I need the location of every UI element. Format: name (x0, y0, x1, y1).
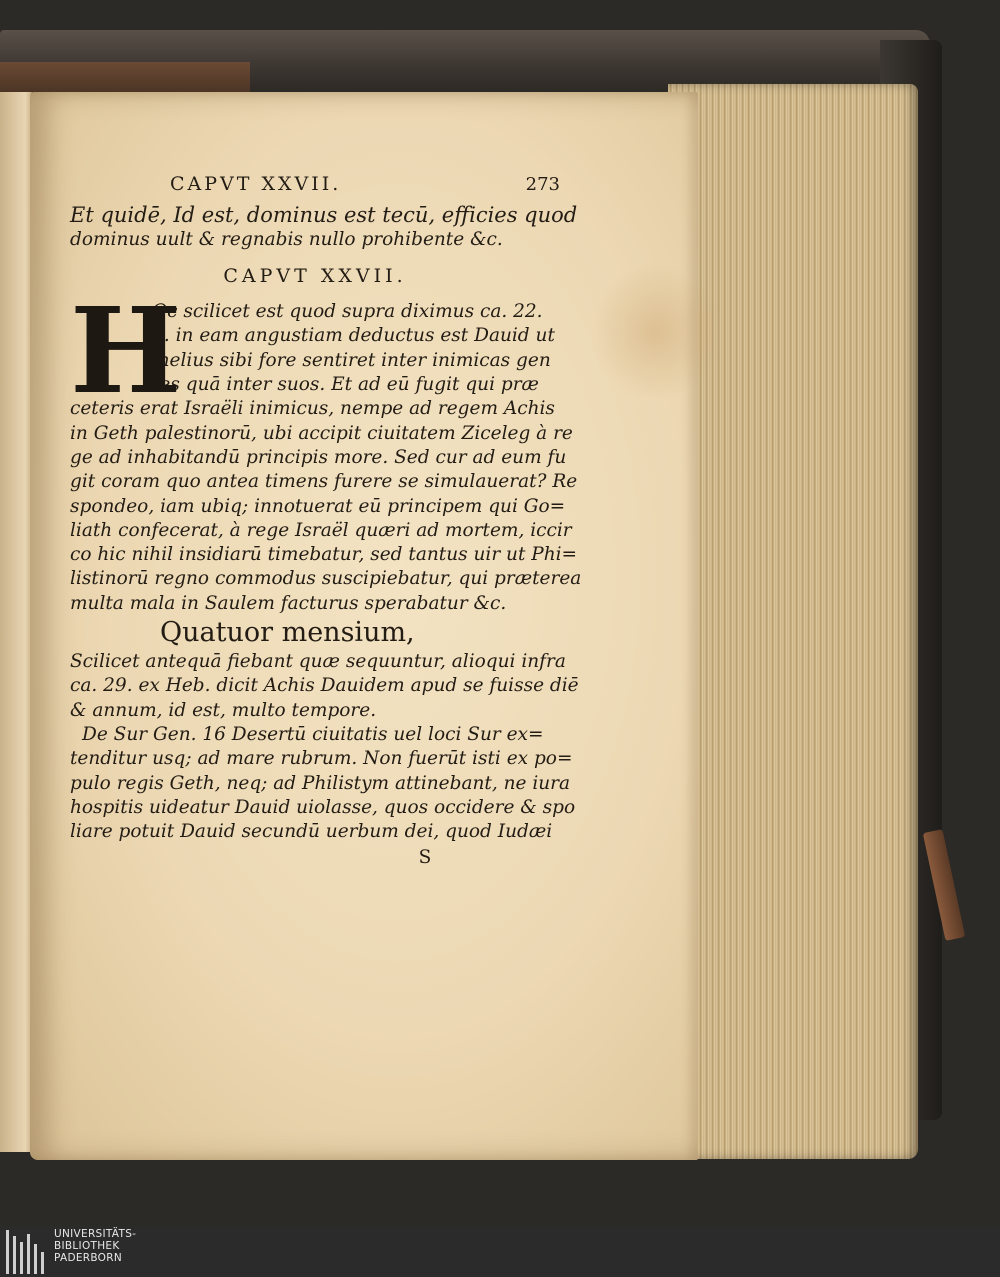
text-line: melius sibi fore sentiret inter inimicas gen (152, 349, 551, 371)
text-line: liare potuit Dauid secundū uerbum dei, quod Iudæi (70, 821, 553, 843)
logo-line: PADERBORN (54, 1251, 122, 1264)
text-line: in Geth palestinorū, ubi accipit ciuitatem Ziceleg à re (70, 422, 573, 444)
text-line: tenditur usq; ad mare rubrum. Non fuerūt isti ex po= (70, 748, 573, 770)
text-line: multa mala in Saulem facturus sperabatur &c. (70, 592, 507, 614)
drop-initial: H (70, 281, 182, 421)
text-line: git coram quo antea timens furere se simulauerat? Re (70, 471, 578, 493)
chapter-heading: CAPVT XXVII. (223, 264, 407, 287)
page-number: 273 (525, 174, 560, 195)
library-logo-text (54, 1229, 136, 1264)
text-line: pulo regis Geth, neq; ad Philistym attinebant, ne iura (70, 772, 571, 794)
page-edges (668, 84, 918, 1159)
text-line: Et quidē, Id est, dominus est tecū, efficies quod (70, 203, 578, 228)
text-line: & annum, id est, multo tempore. (70, 699, 377, 721)
logo-line: UNIVERSITÄTS- (54, 1228, 137, 1240)
water-stain (590, 262, 720, 402)
page-text (70, 172, 582, 871)
text-line: De Sur Gen. 16 Desertū ciuitatis uel loci Sur ex= (82, 723, 544, 745)
text-line: dominus uult & regnabis nullo prohibente &c. (70, 228, 503, 250)
text-line: ge ad inhabitandū principis more. Sed cur ad eum fu (70, 446, 567, 468)
text-line: co hic nihil insidiarū timebatur, sed tantus uir ut Phi= (70, 544, 578, 566)
text-line: ceteris erat Israëli inimicus, nempe ad regem Achis (70, 398, 555, 420)
running-head-title: CAPVT XXVII. (170, 173, 342, 195)
text-line: liath confecerat, à rege Israël quæri ad mortem, iccir (70, 519, 572, 541)
signature-mark: S (418, 847, 432, 869)
text-line: hospitis uideatur Dauid uiolasse, quos occidere & spo (70, 796, 576, 818)
text-line: listinorū regno commodus suscipiebatur, qui præterea (70, 568, 582, 590)
library-footer (0, 1226, 1000, 1277)
book-spine-band (0, 62, 250, 94)
text-line: Oc scilicet est quod supra diximus ca. 22. (152, 301, 543, 323)
running-head (70, 172, 560, 197)
text-line: tes quā inter suos. Et ad eū fugit qui præ (152, 374, 539, 396)
text-line: Scilicet antequā fiebant quæ sequuntur, alioqui infra (70, 651, 566, 673)
lemma-heading: Quatuor mensium, (160, 617, 415, 649)
text-line: spondeo, iam ubiq; innotuerat eū principem qui Go= (70, 495, 566, 517)
text-line: q. in eam angustiam deductus est Dauid ut (152, 325, 555, 347)
logo-line: BIBLIOTHEK (54, 1239, 120, 1252)
book-page (30, 92, 698, 1160)
text-line: ca. 29. ex Heb. dicit Achis Dauidem apud se fuisse diē (70, 675, 579, 697)
